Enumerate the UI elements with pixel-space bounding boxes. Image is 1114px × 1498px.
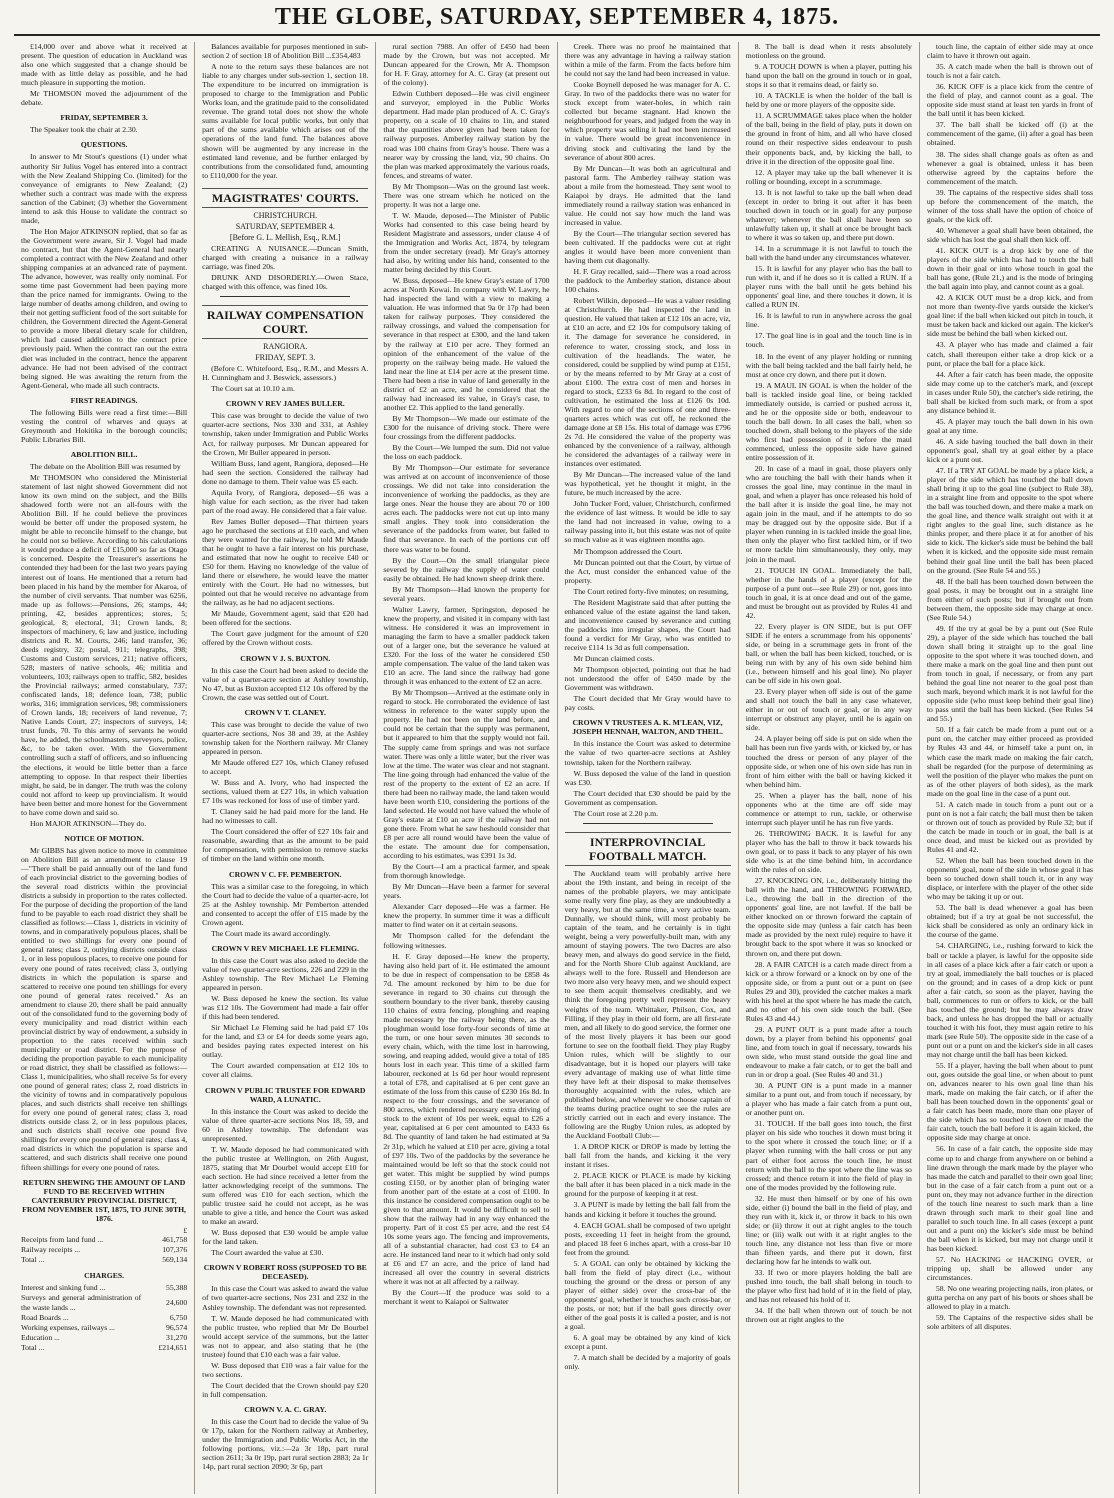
account-row [21,1255,187,1265]
paragraph: 27. KNOCKING ON, i.e., deliberately hitting the ball with the hand, and THROWING FORWARD, i.e., throwing the ball in the direction of the opponents' goal line, are not lawful. If the ball be either knocked on or thrown forward the captain of the opposite side may (unless a fair catch has been made as provided by the next rule) require to have it brought back to the spot where it was so knocked or thrown on, and there put down. [745,876,912,958]
paragraph: 20. In case of a maul in goal, those players only who are touching the ball with their hands when it crosses the goal line, may continue in the maul in goal, and when a player has once released his hold of the ball after it is inside the goal line, he may not again join in the maul, and if he attempts to do so may be dragged out by the opposite side. But if a player when running in is tackled inside the goal line, then only the player who first tackled him, or if two or more tackle him simultaneously, they only, may join in the maul. [745,464,912,564]
paragraph: This case was brought to decide the value of two quarter-acre sections, Nos 330 and 331, at Ashley township, taken under Immigration and Public Works Act, for railway purposes. Mr Duncan appeared for the Crown, Mr Buller appeared in person. [202,411,369,457]
paragraph: £14,000 over and above what it received at present. The question of education in Auckland was also one which suggested that a change should be made with as little delay as possible, and he had much pleasure in supporting the motion. [21,42,188,88]
paragraph: The Court decided that £30 should be paid by the Government as compensation. [564,788,731,807]
paragraph: H. F. Gray recalled, said—There was a road across the paddock to the Amberley station, distance about 100 chains. [564,267,731,295]
paragraph: CREATING A NUISANCE.—Duncan Smith, charged with creating a nuisance in a railway carriage, was fined 20s. [202,243,369,271]
paragraph: 54. CHARGING, i.e., rushing forward to kick the ball or tackle a player, is lawful for the opposite side in all cases of a place kick after a fair catch or upon a try at goal, immediately the ball touches or is placed on the ground; and in cases of a drop kick or punt after a fair catch, so soon as the player, having the ball, commences to run or offers to kick, or the ball has touched the ground; but he may always draw back, and unless he has dropped the ball or actually touched it with his foot, they must again retire to his mark (see Rule 50). The opposite side in the case of a punt out or a punt on and the kicker's side in all cases may not charge until the ball has been kicked. [926,941,1094,1060]
paragraph: 58. No one wearing projecting nails, iron plates, or gutta percha on any part of his boots or shoes shall be allowed to play in a match. [926,1284,1094,1312]
paragraph: The Court gave judgment for the amount of £20 offered by the Crown without costs. [202,629,369,648]
gray-case-continued [565,42,731,712]
paragraph: T. Claney said he had paid more for the land. He had no witnesses to call. [202,807,369,826]
paragraph: 44. After a fair catch has been made, the opposite side may come up to the catcher's mark, and (except in cases under Rule 50), the catcher's side retiring, the ball shall be kicked from such mark, or from a spot any distance behind it. [926,369,1094,415]
paragraph: 15. It is lawful for any player who has the ball to run with it, and if he does so it is called a RUN. If a player runs with the ball until he gets behind his opponents' goal line, and there touches it down, it is called a RUN IN. [745,264,912,310]
paragraph: In this instance the Court was asked to decide the value of three quarter-acre sections Nos 18, 59, and 60 in Ashley township. The defendant was unrepresented. [202,1106,369,1143]
paragraph: By the Court—On the small triangular piece severed by the railway the supply of water could easily be obtained. He had known sheep drink there. [383,555,550,583]
account-amount: 55,388 [166,1282,188,1292]
notice-heading: NOTICE OF MOTION. [64,833,144,843]
account-row [21,1245,187,1255]
paragraph: 17. The goal line is in goal and the touch line is in touch. [745,331,912,350]
account-label: Road Boards ... [21,1312,69,1322]
paragraph: Sir Michael Le Fleming said he had paid £7 10s for the land, and £3 or £4 for deeds some years ago, and besides paying rates expected interest on his outlay. [202,1023,369,1060]
magistrates-place: CHRISTCHURCH. [253,210,318,220]
column-container [14,42,1100,1494]
account-row [21,1323,187,1333]
paragraph: 2. PLACE KICK or PLACE is made by kicking the ball after it has been placed in a nick made in the ground for the purpose of keeping it at rest. [564,1171,731,1199]
paragraph: W. Buss deposed he knew the section. Its value was £12 10s. The Government had made a fair offer if this had been tendered. [202,994,369,1022]
paragraph: Mr Maude offered £27 10s, which Claney refused to accept. [202,758,369,777]
paragraph: In this case the Court had to decide the value of 9a 0r 17p, taken for the Northern railway at Amberley, under the Immigration and Public Works Act, in the following portions, viz.:—2a 3r 18p, part rural section 2611; 3a 0r 19p, part rural section 2883; 2a 1r 14p, part rural section 2090; 3r 6p, part [202,1417,369,1472]
questions-heading: QUESTIONS. [80,140,128,150]
magistrates-heading: MAGISTRATES' COURTS. [202,188,368,208]
paragraph: 3. A PUNT is made by letting the ball fall from the hands and kicking it before it touches the ground. [564,1200,731,1219]
paragraph: 21. TOUCH IN GOAL. Immediately the ball, whether in the hands of a player (except for the purpose of a punt out—see Rule 29) or not, goes into touch in goal, it is at once dead and out of the game, and must be brought out as provided by Rules 41 and 42. [745,565,912,620]
account-amount: 461,758 [162,1234,188,1244]
rugby-rules-continued [927,42,1093,1331]
case4-paras [202,882,368,938]
paragraph: 38. The sides shall change goals as often as and whenever a goal is obtained, unless it has been otherwise agreed by the captains before the commencement of the match. [926,149,1094,186]
paragraph: 36. KICK OFF is a place kick from the centre of the field of play, and cannot count as a goal. The opposite side must stand at least ten yards in front of the ball until it has been kicked. [926,82,1094,119]
case2-paras [202,666,368,702]
paragraph: 4. EACH GOAL shall be composed of two upright posts, exceeding 11 feet in height from the ground, and placed 18 feet 6 inches apart, with a cross-bar 10 feet from the ground. [564,1220,731,1257]
case4-heading: CROWN V C. FF. PEMBERTON. [229,869,342,879]
column-6 [920,42,1100,1494]
paragraph: 19. A MAUL IN GOAL is when the holder of the ball is tackled inside goal line, or being tackled immediately outside, is carried or pushed across it, and he or the opposite side or both, endeavour to touch the ball down. In all cases the ball, when so touched down, shall belong to the players of the side who first had possession of it before the maul commenced, unless the opposite side have gained entire possession of it. [745,380,912,463]
paragraph: Mr Duncan pointed out that the Court, by virtue of the Act, must consider the enhanced value of the property. [564,557,731,585]
paragraph: The Court made its award accordingly. [211,928,331,938]
paragraph: 46. A side having touched the ball down in their opponent's goal, shall try at goal either by a place kick or a punt out. [926,436,1094,465]
paragraph: The Court awarded compensation at £12 10s to cover all claims. [202,1061,369,1080]
paragraph: The Court decided that Mr Gray would have to pay costs. [564,694,731,713]
questions-paras [21,152,187,389]
paragraph: W. Buss, deposed—He knew Gray's estate of 1700 acres at North Kowai. In company with W. Lawry, he had inspected the land with a view to making a valuation. He was informed that 9a 0r 17p had been taken for railway purposes. They considered the railway crossings, and valued the compensation for severance in that respect at £300, and the land taken by the railway at £10 per acre. They formed an opinion of the enhancement of the value of the property on the railway being made. He valued the land near the line at £14 per acre at the present time. There had been a rise in value of land generally in the district of £2 an acre, and he considered that the railway had increased its value, in Gray's case, to another £2. This applied to the land generally. [383,276,550,412]
paragraph: DRUNK AND DISORDERLY.—Owen Stace, charged with this offence, was fined 10s. [202,272,369,292]
paragraph: Rev James Buller deposed—That thirteen years ago he purchased the sections at £10 each, and when they were wanted for the railway, he told Mr Maude that he ought to have a fair interest on his purchase, and estimated that now he ought to receive £40 or £50 for them. Having no knowledge of the value of land there or elsewhere, he would leave the matter entirely with the Court. He had no witnesses, but pointed out that he would receive no advantage from the railway, as he had no adjacent sections. [202,516,369,608]
account-label: Receipts from land fund ... [21,1234,104,1244]
paragraph: Walter Lawry, farmer, Springston, deposed he knew the property, and visited it in company with last witness. He considered it was an improvement in managing the farm to have a smaller paddock taken out of a larger one, but the severance he valued at £320. For the loss of the water he considered £50 ample compensation. The value of the land taken was £10 an acre. The land since the railway had gone through it was enhanced to the extent of £2 an acre. [383,604,550,687]
case6-paras [202,1107,368,1258]
case8-heading: CROWN V. A. C. GRAY. [244,1405,327,1414]
paragraph: 50. If a fair catch be made from a punt out or a punt on, the catcher may either proceed as provided by Rules 43 and 44, or himself take a punt on, in which case the mark made on making the fair catch, shall be regarded (for the purpose of determining as well the position of the player who makes the punt on as of the other players of both sides), as the mark made on the goal line in the case of a punt out. [926,725,1094,798]
paragraph: touch line, the captain of either side may at once claim to have it thrown out again. [926,42,1094,61]
account-amount: 96,574 [166,1322,188,1332]
paragraph: The Court retired forty-five minutes; on resuming, [573,586,729,596]
case5-heading: CROWN V REV MICHAEL LE FLEMING. [211,943,359,953]
account-amount: 6,750 [169,1312,188,1322]
paragraph: 11. A SCRUMMAGE takes place when the holder of the ball, being in the field of play, puts it down on the ground in front of him, and all who have closed round on their respective sides endeavour to push their opponents back, and, by kicking the ball, to drive it in the direction of the opposite goal line. [745,111,912,166]
account-row [21,1293,187,1313]
column-1 [14,42,195,1494]
paragraph: The Court awarded the value at £30. [211,1248,324,1258]
paragraph: 25. When a player has the ball, none of his opponents who at the time are off side may commence or attempt to run, tackle, or otherwise interrupt such player until he has run five yards. [745,790,912,827]
first-readings-text: The following Bills were read a first time:—Bill vesting the control of wharves and quays at Greymouth and Hokitika in the borough councils; Public Libraries Bill. [21,407,188,444]
paragraph: 31. TOUCH. If the ball goes into touch, the first player on his side who touches it down must bring it to the spot where it crossed the touch line; or if a player when running with the ball cross or put any part of either foot across the touch line, he must return with the ball to the spot where the line was so crossed; and thence return it into the field of play in one of the modes provided by the following rule. [745,1119,912,1192]
divider [220,296,350,297]
account-amount: 107,376 [162,1244,188,1254]
paragraph: 33. If two or more players holding the ball are pushed into touch, the ball shall belong in touch to the player who first had hold of it in the field of play, and has not released his hold of it. [745,1268,912,1305]
paragraph: 26. THROWING BACK. It is lawful for any player who has the ball to throw it back towards his own goal, or to pass it back to any player of his own side who is at the time behind him, in accordance with the rules of on side. [745,828,912,875]
return-note: A note to the return says these balances are not liable to any charges under sub-section 1, section 18. The expenditure to be incurred on immigration is proposed to charge to the Immigration and Public Works loan, and the gratitude paid to the consolidated revenue. The grand total does not show the whole sums available for local public works, but only that part of the sums available which arises out of the operations of the land fund. The balances above shown will be augmented by any increase in the estimated land revenue, and be further enlarged by contributions from the consolidated fund, amounting to £110,000 for the year. [202,62,369,180]
account-amount: 31,270 [166,1332,188,1342]
account-label: Working expenses, railways ... [21,1322,115,1332]
railway-court-before: (Before C. Whitefoord, Esq., R.M., and Messrs A. H. Cunningham and J. Beswick, assessors.) [202,364,369,383]
column-5 [739,42,920,1494]
paragraph: In this instance the Court was asked to determine the value of two quarter-acre sections at Ashley township, taken for the Northern railway. [564,739,731,767]
masthead-title: THE GLOBE, SATURDAY, SEPTEMBER 4, 1875. [274,3,840,30]
case5-paras [202,956,368,1080]
account-row [21,1333,187,1343]
paragraph: 12. A player may take up the ball whenever it is rolling or bounding, except in a scrummage. [745,167,912,186]
account-label: Surveys and general administration of the waste lands ... [21,1292,142,1312]
paragraph: 32. He must then himself or by one of his own side, either (i) bound the ball in the field of play, and they run with it, kick it, or throw it back to his own side; or (ii) throw it out at right angles to the touch line; or (iii) walk out with it at right angles to the touch line, any distance not less than five or more than fifteen yards, and there put it down, first declaring how far he intends to walk out. [745,1193,912,1267]
case1-paras [202,411,368,647]
paragraph: 53. The ball is dead whenever a goal has been obtained; but if a try at goal be not successful, the kick shall be considered as only an ordinary kick in the course of the game. [926,903,1094,940]
masthead [14,0,1100,36]
paragraph: W. Buss deposed the value of the land in question was £30. [564,768,731,787]
railway-court-place: RANGIORA. [263,342,308,352]
paragraph: By Mr Thompson—Our estimate for severance was arrived at on account of inconvenience of those crossings. We did not take into consideration the inconvenience of working the paddocks, as they are large ones. Near the house they are about 70 or 100 acres each. The paddocks were not cut up into many small angles. They took into consideration the severance of the paddocks from water, but failed to find that severance. In each of the portions cut off there was water to be found. [383,463,550,554]
paragraph: T. W. Maude deposed he had communicated with the public trustee at Wellington, on 26th August, 1875, stating that Mr Dourbel would accept £10 for each section. He had since received a letter from the latter acknowledging receipt of the summons. The sum offered was £10 for each section, which the public trustee said he could not accept, as he was unable to give a title, and hence the Court was asked to make an award. [202,1144,369,1227]
paragraph: By Mr Thompson—Had known the property for several years. [383,584,550,603]
friday-text: The Speaker took the chair at 2.30. [30,125,138,135]
paragraph: By Mr Thompson—Was on the ground last week. There was one stream which he noticed on the property. It was not a large one. [383,181,550,209]
paragraph: Mr THOMSON who considered the Ministerial statement of last night showed Government did not know its own mind on the subject, and the Bills shadowed forth were not an all-fours with the Abolition Bill. If he could believe the provinces would be better off under the proposed system, he might be able to reconcile himself to the change, but he could not so believe. According to his calculations it would produce a deficit of £15,000 so far as Otago is concerned. Despite the Treasurer's assertions he contended they had been for the last two years paying interest out of loans. He mentioned that a return had been placed in his hand by the member for Akaroa, of the number of civil servants. That number was 6256, made up as follows:—Pensions, 26; stamps, 44; printing, 42, besides apprentices; stores, 5; geological, 8; electoral, 31; Crown lands, 8; inspectors of machinery, 6; law and justice, including districts and R. M. Courts, 246; land transfer, 36; deeds registry, 32; postal, 911; telegraphs, 398; Customs and Custom services, 211; native officers, 528; masters of native schools, 46; militia and volunteers, 103; railways open to traffic, 582, besides the Provincial railways; armed constabulary, 737; confiscated lands, 18; defence loan, 738; public works, 316; immigration services, 98; commissioners of Crown lands, 18; receivers of land revenue, 7; Native Lands Court, 27; inspectors of surveys, 14; trust funds, 70. To this army of servants he would have, he added, the schoolmasters, surveyors, police, &c, to be taken over. With the Government controlling such a staff of officers, and so influencing the elections, it would be little better than a farce attempting to oppose. In that respect their liberties might, he said, be in danger. The truth was the colony could not afford to keep up provincialism. It would have been better and more honest for the Government to have come down and said so. [21,473,188,817]
railway-court-heading: RAILWAY COMPENSATION COURT. [202,305,368,339]
paragraph: Mr Duncan claimed costs. [573,654,655,664]
paragraph: 35. A catch made when the ball is thrown out of touch is not a fair catch. [926,62,1094,81]
account-row [21,1235,187,1245]
paragraph: 49. If the try at goal be by a punt out (See Rule 29), a player of the side which has touched the ball down shall bring it straight up to the goal line opposite to the spot where it was touched down, and there make a mark on the goal line and then punt out from touch in goal, if necessary, or from any part behind the goal line not nearer to the goal post than such mark, beyond which mark it is not lawful for the opposite side (who must keep behind their goal line) to pass until the ball has been kicked. (See Rules 54 and 55.) [926,623,1094,724]
paragraph: 42. A KICK OUT must be a drop kick, and from not more than twenty-five yards outside the kicker's goal line: if the ball when kicked out pitch in touch, it must be taken back and kicked out again. The kicker's side must be behind the ball when kicked out. [926,293,1094,339]
paragraph: The Resident Magistrate said that after putting the enhanced value of the estate against the land taken, and inconvenience caused by severance and cutting the paddocks into irregular shapes, the Court had found a verdict for Mr Gray, who was entitled to receive £114 1s 3d as full compensation. [564,597,731,652]
paragraph: 28. A FAIR CATCH is a catch made direct from a kick or a throw forward or a knock on by one of the opposite side, or from a punt out or a punt on (see Rules 29 and 30), provided the catcher makes a mark with his heel at the spot where he has made the catch, and no other of his own side touch the ball. (See Rules 43 and 44.) [745,959,912,1023]
paragraph: 57. No HACKING or HACKING OVER, or tripping up, shall be allowed under any circumstances. [926,1255,1094,1283]
case1-heading: CROWN V REV JAMES BULLER. [225,399,345,409]
paragraph: By Mr Duncan—Have been a farmer for several years. [383,882,550,901]
paragraph: 5. A GOAL can only be obtained by kicking the ball from the field of play direct (i.e., without touching the ground or the dress or person of any player of either side) over the cross-bar of the opponents' goal, whether it touches such cross-bar, or the posts, or not; but if the ball goes directly over either of the goal posts it is called a poster, and is not a goal. [564,1258,731,1332]
paragraph: 13. It is not lawful to take up the ball when dead (except in order to bring it out after it has been touched down in touch or in goal) for any purpose whatever; whenever the ball shall have been so unlawfully taken up, it shall at once be brought back to where it was so taken up, and there put down. [745,187,912,242]
friday-heading: FRIDAY, SEPTEMBER 3. [60,113,148,123]
paragraph: By Mr Duncan—It was both an agricultural and pastoral farm. The Amberley railway station was about a mile from the homestead. They sent wool to Kaiapoi by drays. He admitted that the land immediately round a railway station was enhanced in value. He could not say how much the land was increased in value. [564,163,731,227]
paragraph: 59. The Captains of the respective sides shall be sole arbiters of all disputes. [926,1313,1094,1332]
paragraph: 41. KICK OUT is a drop kick by one of the players of the side which has had to touch the ball down in their goal or into whose touch in goal the ball has gone, (Rule 21,) and is the mode of bringing the ball again into play, and cannot count as a goal. [926,245,1094,292]
trustees-heading: CROWN V TRUSTEES A. K. M'LEAN, VIZ, JOSEPH HENNAH, WALTON, AND THEIL. [572,718,723,737]
paragraph: The Court considered the offer of £27 10s fair and reasonable, awarding that as the amount to be paid for compensation, with permission to remove stacks of timber on the land within one month. [202,827,369,864]
case7-heading: CROWN V ROBERT ROSS (SUPPOSED TO BE DECEASED). [203,1263,367,1282]
paragraph: By the Court—We lumped the sum. Did not value the loss on each paddock. [383,443,550,462]
paragraph: 7. A match shall be decided by a majority of goals only. [564,1353,731,1372]
paragraph: Mr Thompson objected, pointing out that he had not understood the offer of £450 made by the Government was withdrawn. [564,665,731,693]
paragraph: By the Court—I am a practical farmer, and speak from thorough knowledge. [383,862,550,881]
paragraph: T. W. Maude, deposed—The Minister of Public Works had consented to this case being heard by Resident Magistrate and assessors, under clause 4 of the Immigration and Works Act, 1874, by telegram from the under secretary (read). Mr Gray's attorney had also, by writing under his hand, consented to the matter being decided by this Court. [383,210,550,275]
case8-paras [202,1417,368,1471]
paragraph: The Court rose at 2.20 p.m. [573,808,659,818]
paragraph: This was a similar case to the foregoing, in which the Court had to decide the value of a quarter-acre, lot 25 at the Ashley township. Mr Pemberton attended and consented to accept the offer of £15 made by the Crown agent. [202,881,369,927]
case7-paras [202,1284,368,1399]
paragraph: 56. In case of a fair catch, the opposite side may come up to and charge from anywhere on or behind a line drawn through the mark made by the player who has made the catch and parallel to their own goal line; but in the case of a fair catch from a punt out or a punt on, they may not advance further in the direction of the touch line nearest to such mark than a line drawn through such mark to their goal line and parallel to such touch line. In all cases (except a punt out and a punt on) the kicker's side must be behind the ball when it is kicked, but may not charge until it has been kicked. [926,1144,1094,1253]
paragraph: Mr THOMSON moved the adjournment of the debate. [21,89,188,108]
paragraph: 18. In the event of any player holding or running with the ball being tackled and the ball fairly held, he must at once cry down, and there put it down. [745,351,912,379]
railway-court-open: The Court sat at 10.10 a.m. [211,384,295,394]
paragraph: 8. The ball is dead when it rests absolutely motionless on the ground. [745,42,912,61]
account-label: Total ... [21,1342,45,1352]
trustees-paras [565,739,731,817]
account-row [21,1313,187,1323]
paragraph: Cooke Boynell deposed he was manager for A. C. Gray. In two of the paddocks there was no water for stock except from water-holes, in which rain collected but became stagnant. Had known the neighbourhood for years, and judged from the way in which property was selling it had not been increased in value. There would be great inconvenience in driving stock and cultivating the land by the severance of about 800 acres. [564,80,731,162]
paragraph: Creek. There was no proof he maintained that there was any advantage in having a railway station within a mile of the farm. From the facts before him he could not say the land had been increased in value. [564,42,731,79]
account-amount: 24,600 [166,1297,188,1307]
paragraph: W. Buss deposed that £30 would be ample value for the land taken. [202,1228,369,1247]
magistrates-date: SATURDAY, SEPTEMBER 4. [235,221,335,231]
paragraph: 39. The captains of the respective sides shall toss up before the commencement of the match, the winner of the toss shall have the option of choice of goals, or the kick off. [926,187,1094,224]
receipts-table [21,1235,187,1265]
paragraph: 48. If the ball has been touched down between the goal posts, it may be brought out in a straight line from either of such posts; but if brought out from between them, the opposite side may charge at once. (See Rule 54.) [926,576,1094,622]
paragraph: H. F. Gray deposed—He knew the property, having also held part of it. He estimated the amount to be due in respect of compensation to be £858 4s 7d. The amount reckoned by him to be due for severance in regard to 30 chains cut through the southern boundary to the river bank, thereby causing 110 chains of extra fencing, ploughing and reaping made necessary by the railway being there, as the ploughman would lose forty-four seconds of time at the turn, or one hour seven minutes 30 seconds to every chain, which, with the time lost in harrowing, sowing, and reaping added, would give a total of 185 hours lost in each year. This time of a skilled farm labourer, reckoned at 1s 6d per hour would represent a total of £78, and capitalised at 6 per cent gave an estimate of the loss from this cause of £230 16s 8d. In respect to the four crossings, and the severance of 800 acres, which rendered necessary extra driving of stock to the extent of 10s per week, equal to £26 a year, capitalised at 6 per cent amounted to £433 6s 8d. The quantity of land taken he had estimated at 9a 2r 31p, which he valued at £10 per acre, giving a total of £97 10s. Two of the paddocks by the severance he maintained would be left so that the stock could not get water. This might be supplied by wind pumps costing £150, or by another plan of bringing water from another part of the estate at a cost of £100. In this instance he considered compensation ought to be given to that amount. It would be difficult to sell to show that the railway had in any way enhanced the property. Part of it cost £5 per acre, and the rest £4 10s some years ago. The fencing and improvements, all of a substantial character, had cost £3 to £4 an acre. He instanced land near to it which had only sold at £6 and £7 an acre, and the price of land had increased all over the country in several districts where it was not at all affected by a railway. [383,951,550,1287]
account-label: Railway receipts ... [21,1244,81,1254]
paragraph: 22. Every player is ON SIDE, but is put OFF SIDE if he enters a scrummage from his opponents' side, or being in a scrummage gets in front of the ball, or when the ball has been kicked, touched, or is being run with by any of his own side behind him (i.e., between himself and his goal line). No player can be off side in his own goal. [745,621,912,686]
paragraph: 1. A DROP KICK or DROP is made by letting the ball fall from the hands, and kicking it the very instant it rises. [564,1142,731,1170]
charges-table [21,1283,187,1353]
paragraph: By Mr Thompson—Arrived at the estimate only in regard to stock. He corroborated the evidence of last witness in reference to the water supply upon the property. He had not been on the land before, and could not be certain that the supply was permanent, but it appeared to him that the supply would not fail. The supply came from springs and was not surface water. There was only a little water, but the river was low at the time. The water was clear and not stagnant. The line going through had enhanced the value of the rest of the property to the extent of £2 an acre. If there had been no railway made, the land taken would have been worth £10, considering the portions of the land selected. He would not have valued the whole of Gray's estate at £10 an acre if the railway had not gone there. From what he saw heshould consider that £8 per acre all round would have been the value of the estate. The amount due for compensation, according to his estimates, was £391 1s 3d. [383,688,550,861]
paragraph: 34. If the ball when thrown out of touch be not thrown out at right angles to the [745,1306,912,1325]
paragraph: By the Court—The triangular section severed has been cultivated. If the paddocks were cut at right angles it would have been more convenient than having them cut diagonally. [564,228,731,266]
paragraph: Robert Wilkin, deposed—He was a valuer residing at Christchurch. He had inspected the land in question. He valued that taken at £12 10s an acre, viz, at £10 an acre, and £2 10s for compulsory taking of it. The damage for severance he considered, in reference to water, crossing stock, and loss in cultivation of the headlands. The water, he considered, could be supplied by wind pump at £151, or by the means referred to by Mr Gray at a cost of about £100. The extra cost of men and horses in regard to stock, £233 6s 8d. In regard to the cost of cultivation, he estimated the loss at £126 0s 10d. With regard to one of the sections of one and three-quarters acres which was cut off, he reckoned the damage done at £8 15s. His total of damage was £796 2s 7d. He considered the value of the property was enhanced by the convenience of a railway, although he considered the advantages of a railway were in instances over estimated. [564,296,731,469]
paragraph: The Hon Major ATKINSON replied, that so far as the Government were aware, Sir J. Vogel had made no contract, but that the Agent-General had nearly completed a contract with the New Zealand and other shipping companies at an advanced rate of payment. The advance, however, was really only nominal. For some time past Government had been paying more than the price named for immigrants. Owing to the large number of deaths among children, and owing to their not getting sufficient food of the sort suitable for children, the Government directed the Agent-General to provide a more liberal dietary scale for children, which had caused addition to the contract price previously paid. When the contract ran out the extra diet was included in the contract, hence the apparent advance. He had not been advised of the contract being signed. He was awaiting the return from the Agent-General, who made all such contracts. [21,226,188,390]
return-heading: RETURN SHEWING THE AMOUNT OF LAND FUND TO BE RECEIVED WITHIN CANTERBURY PROVINCIAL DISTRICT, FROM NOVEMBER 1ST, 1875, TO JUNE 30TH, 1876. [22,1177,186,1223]
paragraph: 47. If a TRY AT GOAL be made by a place kick, a player of the side which has touched the ball down shall bring it up to the goal line (subject to Rule 38), in a straight line from and opposite to the spot where the ball was touched down, and there make a mark on the goal line, and thence walk straight out with it at right angles to the goal line, such distance as he thinks proper, and there place it at for another of his side to kick. The kicker's side must be behind the ball when it is kicked, and the opposite side must remain behind their goal line until the ball has been placed on the ground. (See Rule 54 and 55.) [926,466,1094,575]
first-readings-heading: FIRST READINGS. [70,395,138,405]
paragraph: In this case the Court was also asked to decide the value of two quarter-acre sections, 226 and 229 in the Ashley township. The Rev Michael Le Fleming appeared in person. [202,955,369,993]
account-label: Interest and sinking fund ... [21,1282,106,1292]
return-unit: £ [183,1225,188,1235]
football-heading: INTERPROVINCIAL FOOTBALL MATCH. [565,832,731,866]
case6-heading: CROWN V PUBLIC TRUSTEE FOR EDWARD WARD, A LUNATIC. [205,1085,366,1104]
paragraph: 16. It is lawful to run in anywhere across the goal line. [745,311,912,330]
account-amount: £214,651 [158,1342,188,1352]
account-label: Total ... [21,1254,45,1264]
paragraph: 23. Every player when off side is out of the game and shall not touch the ball in any case whatever, either in or out of touch or goal, or in any way interrupt or obstruct any player, until he is again on side. [745,687,912,733]
paragraph: 9. A TOUCH DOWN is when a player, putting his hand upon the ball on the ground in touch or in goal, stops it so that it remains dead, or fairly so. [745,62,912,90]
paragraph: 52. When the ball has been touched down in the opponents' goal, none of the side in whose goal it has been so touched down shall touch it, or in any way displace, or interfere with the player of the other side who may be taking it up or out. [926,856,1094,902]
account-label: Education ... [21,1332,60,1342]
paragraph: This case was brought to decide the value of two quarter-acre sections, Nos 38 and 39, at the Ashley township taken for the Northern railway. Mr Claney appeared in person. [202,719,369,756]
paragraph: The Court decided that the Crown should pay £20 in full compensation. [202,1380,369,1399]
paragraph: 6. A goal may be obtained by any kind of kick except a punt. [564,1333,731,1352]
parliament-paras [21,42,187,107]
case3-paras [202,720,368,864]
abolition-heading: ABOLITION BILL. [70,449,138,459]
paragraph: 29. A PUNT OUT is a punt made after a touch down, by a player from behind his opponents' goal line, and from touch in goal if necessary, towards his own side, who must stand outside the goal line and endeavour to make a fair catch, or to get the ball and run in or drop a goal. (See Rules 40 and 31.) [745,1024,912,1080]
paragraph: W. Buss deposed that £10 was a fair value for the two sections. [202,1360,369,1379]
paragraph: 40. Whenever a goal shall have been obtained, the side which has lost the goal shall then kick off. [926,225,1094,244]
paragraph: rural section 7988. An offer of £450 had been made by the Crown, but was not accepted. Mr Duncan appeared for the Crown, Mr A. Thompson for H. F. Gray, attorney for A. C. Gray (at present out of the colony). [383,42,550,88]
case3-heading: CROWN V T. CLANEY. [244,707,326,717]
paragraph: Alexander Carr deposed—He was a farmer. He knew the property. In summer time it was a difficult matter to find water on it at certain seasons. [383,902,550,930]
paragraph: 30. A PUNT ON is a punt made in a manner similar to a punt out, and from touch if necessary, by a player who has made a fair catch from a punt out, or another punt on. [745,1081,912,1118]
paragraph: 55. If a player, having the ball when about to punt out, goes outside the goal line, or when about to punt on, advances nearer to his own goal line than his mark, made on making the fair catch, or if after the ball has been touched down in the opponents' goal or a fair catch has been made, more than one player of the side which has so touched it down or made the fair catch, touch the ball before it is again kicked, the opposite side may charge at once. [926,1061,1094,1143]
football-paras [565,869,731,1372]
gray-case-paras [383,42,549,1306]
notice-text: Mr GIBBS has given notice to move in committee on Abolition Bill as an amendment to clause 19—"There shall be paid annually out of the land fund of each provincial district to the governing bodies of the several road districts within the provincial districts a subsidy in proportion to the rates collected. For the purpose of deciding the proportion of the land fund to be payable to each road district they shall be classified as follows:—Class 1, districts in vicinity of towns, and in comparatively populous places, shall be entitled to two shillings for every one pound of general rates; class 2, outlying districts outside class 1, or in less populous places, to receive one pound for every one pound of rates received; class 3, outlying districts in which the population is sparse and scattered to receive one pound ten shillings for every one pound of general rates received." As an amendment to clause 20, there shall be paid annually out of the consolidated fund to the governing body of every municipality and road district within each provincial district by way of endowment, a subsidy in proportion to the rates received within such municipality or road district. For the purpose of deciding the proportion payable to each municipality or road district, they shall be classified as follows:—Class 1, municipalities, who shall receive 5s for every one pound of general rates; class 2, road districts in the vicinity of towns and in comparatively populous places, and such districts shall receive ten shillings for every one pound of general rates; class 3, road districts outside class 2, or in less populous places, and such districts shall receive one pound five shillings for every one pound of general rates; class 4, road districts in which the population is sparse and scattered, and such districts shall receive one pound fifteen shillings for every one pound of rates. [21,845,188,1172]
paragraph: 43. A player who has made and claimed a fair catch, shall thereupon either take a drop kick or a punt, or place the ball for a place kick. [926,340,1094,368]
paragraph: By Mr Duncan—The increased value of the land was hypothetical, yet he thought it might, in the future, be much increased by the acre. [564,470,731,498]
paragraph: 24. A player being off side is put on side when the ball has been run five yards with, or kicked by, or has touched the dress or person of any player of the opposite side, or when one of his own side has run in front of him either with the ball or having kicked it when behind him. [745,734,912,789]
paragraph: William Buss, land agent, Rangiora, deposed—He had seen the section. Considered the railway had done no damage to them. Their value was £5 each. [202,458,369,486]
paragraph: Hon MAJOR ATKINSON—They do. [30,818,147,828]
paragraph: Mr Thompson called for the defendant the following witnesses. [383,931,550,950]
paragraph: 51. A catch made in touch from a punt out or a punt on is not a fair catch; the ball must then be taken or thrown out of touch as provided by Rule 32; but if the catch be made in touch or in goal, the ball is at once dead, and must be kicked out as provided by Rules 41 and 42. [926,799,1094,854]
paragraph: The debate on the Abolition Bill was resumed by [30,461,181,471]
divider [583,823,713,824]
case2-heading: CROWN V J. S. BUXTON. [240,653,331,663]
paragraph: By the Court—If the produce was sold to a merchant it went to Kaiapoi or Saltwater [383,1288,550,1307]
account-amount: 569,134 [162,1254,188,1264]
paragraph: Mr Maude, Government agent, said that £20 had been offered for the sections. [202,609,369,628]
railway-court-date: FRIDAY, SEPT. 3. [255,353,316,363]
balances-text: Balances available for purposes mentioned in sub-section 2 of section 18 of Abolition Bill ...£354,483 [202,42,369,61]
magistrates-before: [Before G. L. Mellish, Esq., R.M.] [229,232,341,242]
rugby-rules-paras [746,42,912,1324]
paragraph: Mr Thompson addressed the Court. [573,546,683,556]
paragraph: T. W. Maude deposed he had communicated with the public trustee, who replied that Mr De Bourbel would accept service of the summons, but the latter was not to appear, and also stating that he (the trustee) found that £10 each was a fair value. [202,1313,369,1359]
column-2 [195,42,376,1494]
paragraph: Aquila Ivory, of Rangiora, deposed—£6 was a high value for each section, as the river had taken part of the road away. He considered that a fair value. [202,487,369,515]
paragraph: In answer to Mr Stout's questions (1) under what authority Sir Julius Vogel has entered into a contract with the New Zealand Shipping Co. (limited) for the conveyance of emigrants to New Zealand; (2) whether such a contract was made with the express sanction of the Cabinet; (3) whether the Government intend to ask this House to validate the contract so made, [21,152,188,225]
paragraph: 10. A TACKLE is when the holder of the ball is held by one or more players of the opposite side. [745,91,912,110]
column-3 [376,42,557,1494]
paragraph: In this case the Court had been asked to decide the value of a quarter-acre section at Ashley township, No 47, but as Buxton accepted £12 10s offered by the Crown, the case was settled out of Court. [202,665,369,702]
paragraph: John Tucker Ford, valuer, Christchurch, confirmed the evidence of last witness. It would be idle to say the land had not increased in value, owing to a railway passing into it, but this estate was not of quite so much value as it was eighteen months ago. [564,499,731,545]
paragraph: W. Buss and A. Ivory, who had inspected the sections, valued them at £27 10s, in which valuation £7 10s was reckoned for loss of use of timber yard. [202,778,369,806]
paragraph: Edwin Cuthbert deposed—He was civil engineer and surveyor, employed in the Public Works department. Had made plan produced of A. C. Gray's property, on a scale of 10 chains to 1in, and stated that the quantities above given had been taken for railway purposes. Amberley railway station by the road was 100 chains from Gray's house. There was a nearer way by crossing the land, viz, 90 chains. On the plan was marked approximately the various roads, fences, and streams of water. [383,89,550,180]
abolition-paras [21,462,187,828]
paragraph: By Mr Thompson—We made our estimate of the £300 for the nuisance of driving stock. There were four crossings from the different paddocks. [383,413,550,441]
charges-heading: CHARGES. [84,1270,125,1280]
paragraph: 37. The ball shall be kicked off (i) at the commencement of the game, (ii) after a goal has been obtained. [926,120,1094,148]
paragraph: The Auckland team will probably arrive here about the 19th instant, and being in receipt of the names of the probable players, we may anticipate some really very fine play, as they are undoubtedly a very heavy, but at the same time, a very active team. Dunnally, we should think, will most probably be captain of the team, and he certainly is in tight weight, being a very powerfully-built man, with any amount of staying powers. The two Dacres are also heavy men, and always do good service in the field, and for the North Shore Club against Auckland, are always well to the fore. Russell and Henderson are two more also very heavy men, and we should expect to see them acquit themselves creditably, and we think the foregoing pretty well represent the heavy weights of the team. Whittaker, Philson, Cox, and Filling, if they play in their old form, are all first-rate men, and all likely to do good service, the former one of the most lively players it has been our good fortune to see on the football field. They play Rugby Union rules, which will be slightly to our disadvantage, but it is hoped our players will take every advantage of making use of what little time they have left at their disposal to make themselves thoroughly acquainted with the rules, which are published below, and whenever we choose captain of the teams during practice ought to see the rules are strictly carried out in each and every instance. The following are the Rugby Union rules, as adopted by the Auckland Football Club:— [564,868,731,1141]
magistrates-items [202,244,368,291]
account-row [21,1343,187,1353]
account-row [21,1283,187,1293]
paragraph: In this case the Court was asked to award the value of two quarter-acre sections, Nos 231 and 232 in the Ashley township. The defendant was not represented. [202,1284,369,1312]
paragraph: 14. In a scrummage it is not lawful to touch the ball with the hand under any circumstances whatever. [745,243,912,263]
paragraph: 45. A player may touch the ball down in his own goal at any time. [926,416,1094,435]
column-4 [558,42,739,1494]
